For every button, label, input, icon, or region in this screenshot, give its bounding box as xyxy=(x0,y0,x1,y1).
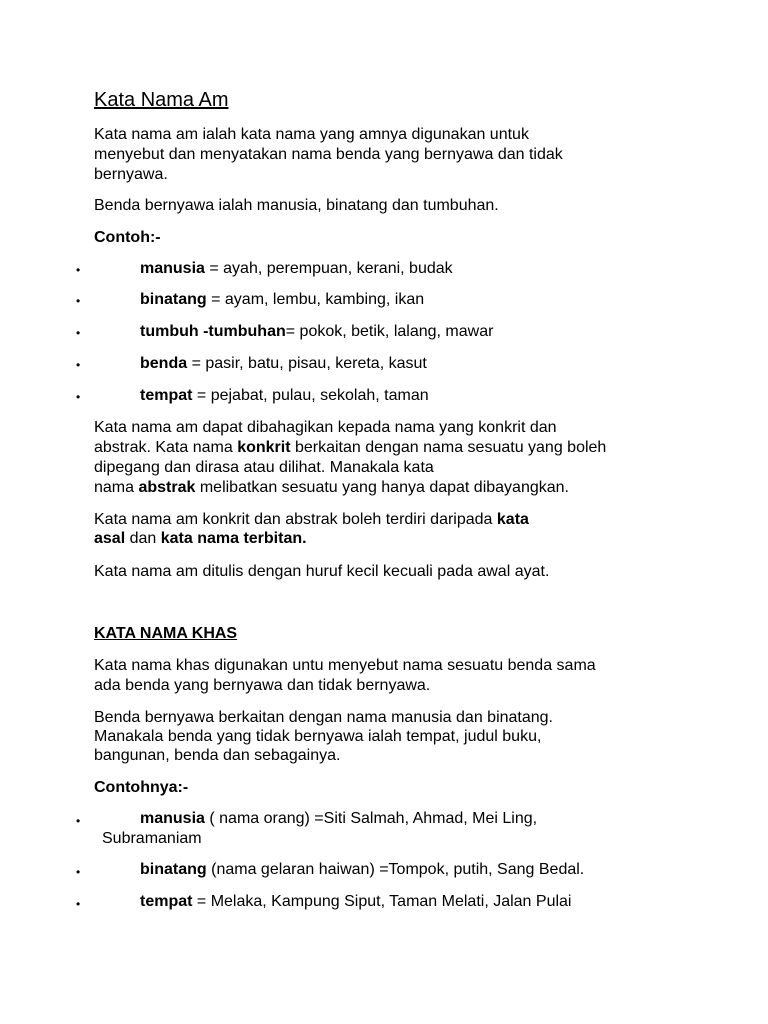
paragraph-line: Benda bernyawa ialah manusia, binatang dan tumbuhan. xyxy=(94,197,499,214)
paragraph-line: menyebut dan menyatakan nama benda yang bernyawa dan tidak xyxy=(94,146,563,163)
bullet-icon: • xyxy=(76,897,81,911)
contohnya-label: Contohnya:- xyxy=(94,779,189,796)
paragraph-line: nama abstrak melibatkan sesuatu yang hanya dapat dibayangkan. xyxy=(94,479,569,496)
list-item: binatang (nama gelaran haiwan) =Tompok, putih, Sang Bedal. xyxy=(140,861,585,878)
list-item: binatang = ayam, lembu, kambing, ikan xyxy=(140,291,425,308)
list-item: tempat = pejabat, pulau, sekolah, taman xyxy=(140,387,429,404)
list-item: manusia = ayah, perempuan, kerani, budak xyxy=(140,260,453,277)
paragraph-line: Kata nama am dapat dibahagikan kepada nama yang konkrit dan xyxy=(94,419,557,436)
bullet-icon: • xyxy=(76,865,81,879)
paragraph-line: Kata nama khas digunakan untu menyebut nama sesuatu benda sama xyxy=(94,657,596,674)
paragraph-line: bernyawa. xyxy=(94,166,168,183)
bullet-icon: • xyxy=(76,294,81,308)
paragraph-line: abstrak. Kata nama konkrit berkaitan dengan nama sesuatu yang boleh xyxy=(94,439,607,456)
paragraph-line: Kata nama am ditulis dengan huruf kecil kecuali pada awal ayat. xyxy=(94,563,550,580)
paragraph-line: bangunan, benda dan sebagainya. xyxy=(94,747,341,764)
paragraph-line: ada benda yang bernyawa dan tidak bernyawa. xyxy=(94,677,431,694)
bullet-icon: • xyxy=(76,263,81,277)
heading-kata-nama-am: Kata Nama Am xyxy=(94,89,229,111)
paragraph-line: dipegang dan dirasa atau dilihat. Manakala kata xyxy=(94,459,434,476)
list-item: benda = pasir, batu, pisau, kereta, kasut xyxy=(140,355,427,372)
paragraph-line: Kata nama am konkrit dan abstrak boleh terdiri daripada kata xyxy=(94,511,529,528)
bullet-icon: • xyxy=(76,814,81,828)
bullet-icon: • xyxy=(76,326,81,340)
paragraph-line: Benda bernyawa berkaitan dengan nama manusia dan binatang. xyxy=(94,709,553,726)
list-item: manusia ( nama orang) =Siti Salmah, Ahmad, Mei Ling, xyxy=(140,810,538,827)
paragraph-line: Kata nama am ialah kata nama yang amnya digunakan untuk xyxy=(94,126,529,143)
bullet-icon: • xyxy=(76,358,81,372)
list-item-continuation: Subramaniam xyxy=(102,830,202,847)
list-item: tempat = Melaka, Kampung Siput, Taman Melati, Jalan Pulai xyxy=(140,893,572,910)
list-item: tumbuh -tumbuhan= pokok, betik, lalang, mawar xyxy=(140,323,494,340)
contoh-label: Contoh:- xyxy=(94,229,161,246)
bullet-icon: • xyxy=(76,390,81,404)
paragraph-line: Manakala benda yang tidak bernyawa ialah tempat, judul buku, xyxy=(94,728,542,745)
heading-kata-nama-khas: KATA NAMA KHAS xyxy=(94,625,238,642)
paragraph-line: asal dan kata nama terbitan. xyxy=(94,530,307,547)
